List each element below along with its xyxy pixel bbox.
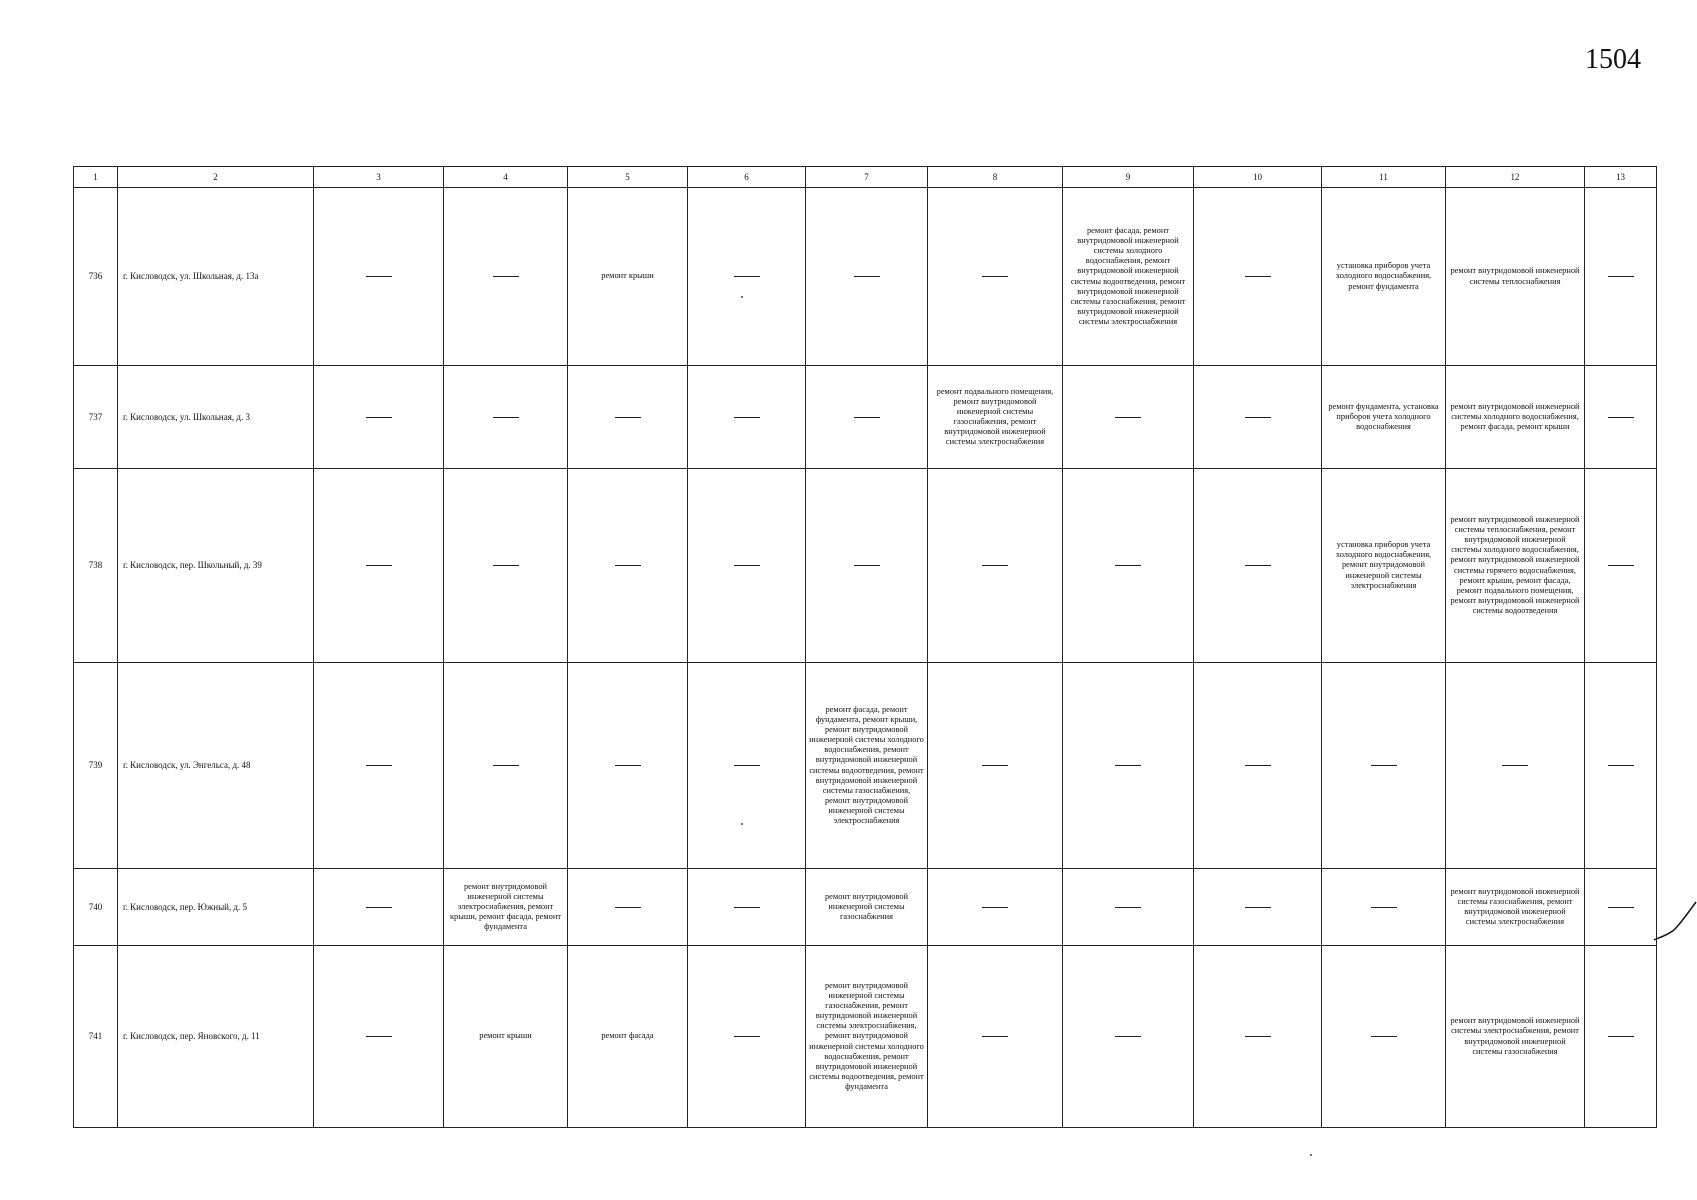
empty-dash-cell	[688, 946, 806, 1128]
dash-mark	[615, 565, 641, 566]
dash-mark	[615, 765, 641, 766]
row-number: 738	[74, 469, 118, 663]
empty-dash-cell	[1063, 946, 1194, 1128]
dash-mark	[1245, 276, 1271, 277]
scan-speck	[741, 296, 743, 298]
work-type-cell: ремонт внутридомовой инженерной системы теплоснабжения	[1446, 188, 1585, 366]
dash-mark	[366, 1036, 392, 1037]
empty-dash-cell	[688, 663, 806, 869]
empty-dash-cell	[1063, 663, 1194, 869]
dash-mark	[854, 417, 880, 418]
work-type-cell: ремонт внутридомовой инженерной системы газоснабжения	[806, 869, 928, 946]
dash-mark	[1608, 276, 1634, 277]
row-number: 739	[74, 663, 118, 869]
empty-dash-cell	[314, 869, 444, 946]
empty-dash-cell	[688, 366, 806, 469]
empty-dash-cell	[806, 366, 928, 469]
dash-mark	[1608, 765, 1634, 766]
dash-mark	[854, 276, 880, 277]
dash-mark	[1608, 907, 1634, 908]
column-number: 10	[1194, 167, 1322, 188]
empty-dash-cell	[806, 469, 928, 663]
dash-mark	[1608, 565, 1634, 566]
empty-dash-cell	[688, 869, 806, 946]
column-number: 9	[1063, 167, 1194, 188]
empty-dash-cell	[1585, 469, 1657, 663]
dash-mark	[366, 565, 392, 566]
work-type-cell: ремонт внутридомовой инженерной системы электроснабжения, ремонт внутридомовой инженерной системы газоснабжения	[1446, 946, 1585, 1128]
dash-mark	[982, 765, 1008, 766]
dash-mark	[366, 765, 392, 766]
dash-mark	[493, 417, 519, 418]
address-cell: г. Кисловодск, ул. Школьная, д. 3	[118, 366, 314, 469]
table-row	[74, 188, 1657, 366]
dash-mark	[1245, 765, 1271, 766]
dash-mark	[982, 907, 1008, 908]
table-row	[74, 946, 1657, 1128]
empty-dash-cell	[688, 188, 806, 366]
empty-dash-cell	[568, 366, 688, 469]
work-type-cell: ремонт фасада, ремонт фундамента, ремонт крыши, ремонт внутридомовой инженерной системы холодного водоснабжения, ремонт внутридомовой инженерной системы водоотведения, ремонт внутридомовой инженерной системы газоснабжения, ремонт внутридомовой инженерной системы электроснабжения	[806, 663, 928, 869]
dash-mark	[1245, 1036, 1271, 1037]
row-number: 740	[74, 869, 118, 946]
column-number: 11	[1322, 167, 1446, 188]
address-cell: г. Кисловодск, пер. Яновского, д. 11	[118, 946, 314, 1128]
dash-mark	[734, 565, 760, 566]
work-type-cell: ремонт внутридомовой инженерной системы теплоснабжения, ремонт внутридомовой инженерной системы холодного водоснабжения, ремонт внутридомовой инженерной системы горячего водоснабжения, ремонт крыши, ремонт фасада, ремонт подвального помещения, ремонт внутридомовой инженерной системы водоотведения	[1446, 469, 1585, 663]
work-type-cell: ремонт внутридомовой инженерной системы газоснабжения, ремонт внутридомовой инженерной системы электроснабжения	[1446, 869, 1585, 946]
dash-mark	[1502, 765, 1528, 766]
dash-mark	[982, 565, 1008, 566]
empty-dash-cell	[1322, 869, 1446, 946]
dash-mark	[1371, 765, 1397, 766]
table-row	[74, 469, 1657, 663]
dash-mark	[1608, 1036, 1634, 1037]
empty-dash-cell	[314, 188, 444, 366]
empty-dash-cell	[1585, 869, 1657, 946]
dash-mark	[1608, 417, 1634, 418]
dash-mark	[734, 276, 760, 277]
dash-mark	[1245, 907, 1271, 908]
work-type-cell: ремонт крыши	[444, 946, 568, 1128]
address-cell: г. Кисловодск, ул. Энгельса, д. 48	[118, 663, 314, 869]
empty-dash-cell	[314, 469, 444, 663]
empty-dash-cell	[1194, 663, 1322, 869]
empty-dash-cell	[444, 366, 568, 469]
dash-mark	[1245, 417, 1271, 418]
work-type-cell: ремонт внутридомовой инженерной системы газоснабжения, ремонт внутридомовой инженерной системы электроснабжения, ремонт внутридомовой инженерной системы холодного водоснабжения, ремонт внутридомовой инженерной системы водоотведения, ремонт фундамента	[806, 946, 928, 1128]
empty-dash-cell	[1194, 366, 1322, 469]
empty-dash-cell	[806, 188, 928, 366]
empty-dash-cell	[928, 663, 1063, 869]
column-number: 12	[1446, 167, 1585, 188]
work-type-cell: ремонт внутридомовой инженерной системы холодного водоснабжения, ремонт фасада, ремонт крыши	[1446, 366, 1585, 469]
dash-mark	[734, 765, 760, 766]
row-number: 736	[74, 188, 118, 366]
dash-mark	[493, 565, 519, 566]
dash-mark	[366, 907, 392, 908]
column-number: 5	[568, 167, 688, 188]
dash-mark	[615, 417, 641, 418]
column-number: 6	[688, 167, 806, 188]
work-type-cell: ремонт фасада	[568, 946, 688, 1128]
empty-dash-cell	[444, 469, 568, 663]
dash-mark	[734, 417, 760, 418]
address-cell: г. Кисловодск, ул. Школьная, д. 13а	[118, 188, 314, 366]
scan-speck	[741, 823, 743, 825]
empty-dash-cell	[1322, 663, 1446, 869]
table-row	[74, 869, 1657, 946]
address-cell: г. Кисловодск, пер. Южный, д. 5	[118, 869, 314, 946]
empty-dash-cell	[1585, 366, 1657, 469]
dash-mark	[734, 1036, 760, 1037]
empty-dash-cell	[1194, 469, 1322, 663]
empty-dash-cell	[568, 869, 688, 946]
address-cell: г. Кисловодск, пер. Школьный, д. 39	[118, 469, 314, 663]
dash-mark	[1115, 565, 1141, 566]
empty-dash-cell	[1585, 946, 1657, 1128]
empty-dash-cell	[928, 869, 1063, 946]
empty-dash-cell	[1194, 869, 1322, 946]
empty-dash-cell	[1063, 469, 1194, 663]
empty-dash-cell	[1063, 366, 1194, 469]
dash-mark	[734, 907, 760, 908]
empty-dash-cell	[1585, 188, 1657, 366]
table-row	[74, 366, 1657, 469]
column-number: 4	[444, 167, 568, 188]
empty-dash-cell	[928, 469, 1063, 663]
empty-dash-cell	[1194, 946, 1322, 1128]
column-number: 7	[806, 167, 928, 188]
empty-dash-cell	[314, 366, 444, 469]
dash-mark	[1115, 907, 1141, 908]
empty-dash-cell	[1194, 188, 1322, 366]
dash-mark	[982, 276, 1008, 277]
empty-dash-cell	[928, 946, 1063, 1128]
empty-dash-cell	[568, 663, 688, 869]
dash-mark	[1371, 1036, 1397, 1037]
dash-mark	[615, 907, 641, 908]
dash-mark	[493, 276, 519, 277]
dash-mark	[366, 417, 392, 418]
empty-dash-cell	[1063, 869, 1194, 946]
dash-mark	[1115, 417, 1141, 418]
work-type-cell: ремонт подвального помещения, ремонт внутридомовой инженерной системы газоснабжения, ремонт внутридомовой инженерной системы электроснабжения	[928, 366, 1063, 469]
empty-dash-cell	[314, 946, 444, 1128]
row-number: 737	[74, 366, 118, 469]
column-number: 2	[118, 167, 314, 188]
dash-mark	[854, 565, 880, 566]
work-type-cell: ремонт фасада, ремонт внутридомовой инженерной системы холодного водоснабжения, ремонт внутридомовой инженерной системы водоотведения, ремонт внутридомовой инженерной системы газоснабжения, ремонт внутридомовой инженерной системы электроснабжения	[1063, 188, 1194, 366]
empty-dash-cell	[1446, 663, 1585, 869]
column-number: 1	[74, 167, 118, 188]
work-type-cell: установка приборов учета холодного водоснабжения, ремонт внутридомовой инженерной системы электроснабжения	[1322, 469, 1446, 663]
empty-dash-cell	[444, 188, 568, 366]
empty-dash-cell	[444, 663, 568, 869]
column-number: 13	[1585, 167, 1657, 188]
column-number-row	[74, 167, 1657, 188]
overhaul-schedule-table	[73, 166, 1657, 1128]
pen-mark	[1652, 900, 1697, 960]
table-row	[74, 663, 1657, 869]
dash-mark	[1245, 565, 1271, 566]
scan-speck	[1310, 1154, 1312, 1156]
empty-dash-cell	[1585, 663, 1657, 869]
column-number: 8	[928, 167, 1063, 188]
empty-dash-cell	[688, 469, 806, 663]
empty-dash-cell	[1322, 946, 1446, 1128]
column-number: 3	[314, 167, 444, 188]
row-number: 741	[74, 946, 118, 1128]
page-number: 1504	[1585, 44, 1641, 75]
dash-mark	[982, 1036, 1008, 1037]
work-type-cell: ремонт крыши	[568, 188, 688, 366]
work-type-cell: установка приборов учета холодного водоснабжения, ремонт фундамента	[1322, 188, 1446, 366]
dash-mark	[1115, 765, 1141, 766]
dash-mark	[1115, 1036, 1141, 1037]
work-type-cell: ремонт фундамента, установка приборов учета холодного водоснабжения	[1322, 366, 1446, 469]
work-type-cell: ремонт внутридомовой инженерной системы электроснабжения, ремонт крыши, ремонт фасада, ремонт фундамента	[444, 869, 568, 946]
dash-mark	[366, 276, 392, 277]
dash-mark	[1371, 907, 1397, 908]
empty-dash-cell	[928, 188, 1063, 366]
empty-dash-cell	[314, 663, 444, 869]
empty-dash-cell	[568, 469, 688, 663]
dash-mark	[493, 765, 519, 766]
